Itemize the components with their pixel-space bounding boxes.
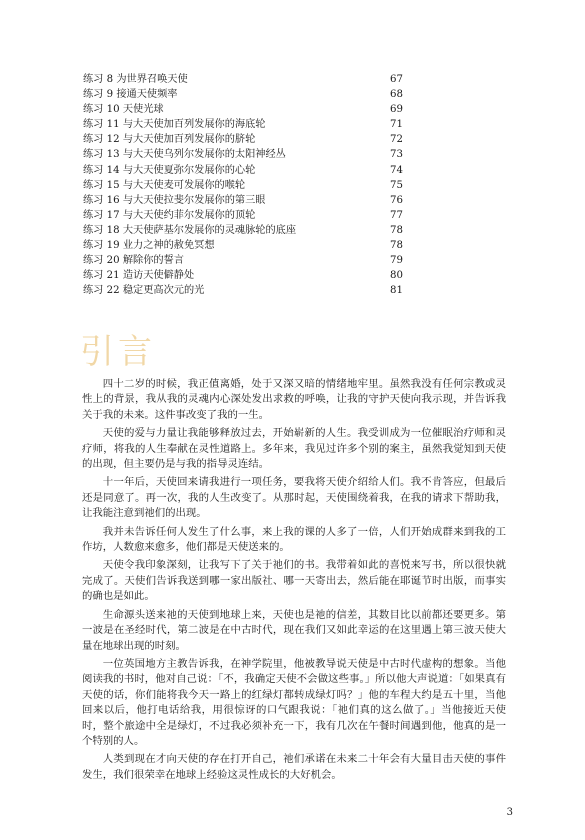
body-text <box>82 377 506 786</box>
paragraph: 生命源头送来祂的天使到地球上来，天使也是祂的信差，其数目比以前都还要更多。第一波是在圣经时代，第二波是在中古时代，现在我们又如此幸运的在这里遇上第三波天使大量在地球出现的时刻。 <box>82 608 506 652</box>
toc-entry-page: 73 <box>390 149 403 161</box>
toc-entry <box>83 208 403 223</box>
toc-entry-title: 练习 17 与大天使约菲尔发展你的顶轮 <box>83 209 256 221</box>
toc-entry-title: 练习 20 解除你的誓言 <box>83 255 184 267</box>
toc-entry-title: 练习 8 为世界召唤天使 <box>83 74 188 85</box>
toc-entry <box>83 268 403 283</box>
toc-entry <box>83 223 403 238</box>
paragraph: 人类到现在才向天使的存在打开自己，祂们承诺在未来二十年会有大量目击天使的事件发生，我们很荣幸在地球上经验这灵性成长的大好机会。 <box>82 753 506 781</box>
toc-entry-title: 练习 18 大天使萨基尔发展你的灵魂脉轮的底座 <box>83 224 297 236</box>
toc-entry-title: 练习 14 与大天使夏弥尔发展你的心轮 <box>83 164 256 176</box>
toc-entry-title: 练习 11 与大天使加百列发展你的海底轮 <box>83 119 266 131</box>
table-of-contents <box>83 72 403 298</box>
toc-entry-page: 78 <box>390 240 403 252</box>
toc-entry-title: 练习 15 与大天使麦可发展你的喉轮 <box>83 179 246 191</box>
paragraph: 四十二岁的时候，我正值离婚，处于又深又暗的情绪地牢里。虽然我没有任何宗教或灵性上的背景，我从我的灵魂内心深处发出求救的呼唤，让我的守护天使向我示现，并告诉我关于我的未来。这件事改变了我的一生。 <box>82 378 506 421</box>
toc-entry-title: 练习 16 与大天使拉斐尔发展你的第三眼 <box>83 194 266 206</box>
toc-entry <box>83 283 403 298</box>
toc-entry-title: 练习 22 稳定更高次元的光 <box>83 285 205 297</box>
toc-entry <box>83 117 403 132</box>
toc-entry-title: 练习 13 与大天使乌列尔发展你的太阳神经丛 <box>83 149 286 161</box>
toc-entry-page: 78 <box>390 224 403 236</box>
toc-entry-page: 72 <box>390 134 403 146</box>
toc-entry-page: 74 <box>390 164 403 176</box>
toc-entry-title: 练习 21 造访天使僻静处 <box>83 270 195 282</box>
section-heading: 引言 <box>80 332 156 372</box>
page-number: 3 <box>506 807 513 818</box>
toc-entry <box>83 238 403 253</box>
toc-entry-page: 76 <box>390 194 403 206</box>
toc-entry <box>83 253 403 268</box>
toc-entry <box>83 102 403 117</box>
toc-entry-page: 81 <box>390 285 403 297</box>
toc-entry-title: 练习 10 天使光球 <box>83 104 164 116</box>
toc-entry <box>83 193 403 208</box>
toc-entry-title: 练习 9 接通天使频率 <box>83 89 178 101</box>
toc-entry-page: 79 <box>390 255 403 267</box>
toc-entry-title: 练习 12 与大天使加百列发展你的脐轮 <box>83 134 256 146</box>
toc-entry-page: 67 <box>390 74 403 85</box>
toc-entry-page: 75 <box>390 179 403 191</box>
paragraph: 天使令我印象深刻，让我写下了关于祂们的书。我带着如此的喜悦来写书，所以很快就完成了。天使们告诉我送到哪一家出版社、哪一天寄出去，然后能在耶诞节时出版，而事实的确也是如此。 <box>82 559 506 603</box>
toc-entry-page: 80 <box>390 270 403 282</box>
toc-entry <box>83 72 403 87</box>
toc-entry <box>83 87 403 102</box>
toc-entry <box>83 163 403 178</box>
toc-entry-page: 69 <box>390 104 403 116</box>
toc-entry-page: 68 <box>390 89 403 101</box>
toc-entry <box>83 178 403 193</box>
paragraph: 十一年后，天使回来请我进行一项任务，要我将天使介绍给人们。我不肯答应，但最后还是同意了。再一次，我的人生改变了。从那时起，天使围绕着我，在我的请求下帮助我，让我能注意到祂们的出现。 <box>82 476 506 520</box>
paragraph: 天使的爱与力量让我能够释放过去，开始崭新的人生。我受训成为一位催眠治疗师和灵疗师，将我的人生奉献在灵性道路上。多年来，我见过许多个别的案主，虽然我觉知到天使的出现，但主要仍是与我的指导灵连结。 <box>82 427 506 471</box>
toc-entry-page: 71 <box>390 119 403 131</box>
paragraph: 我并未告诉任何人发生了什么事，来上我的课的人多了一倍，人们开始成群来到我的工作坊，人数愈来愈多，他们都是天使送来的。 <box>82 525 506 554</box>
toc-entry-title: 练习 19 业力之神的赦免冥想 <box>83 240 215 252</box>
toc-entry <box>83 132 403 147</box>
toc-entry <box>83 147 403 162</box>
paragraph: 一位英国地方主教告诉我，在神学院里，他被教导说天使是中古时代虚构的想象。当他阅读我的书时，他对自己说：「不，我确定天使不会做这些事。」所以他大声说道：「如果真有天使的话，你们能将我今天一路上的红绿灯都转成绿灯吗？」他的车程大约是五十里，当他回来以后，他打电话给我，用很惊讶的口气跟我说：「祂们真的这么做了。」当他接近天使时，整个旅途中全是绿灯，不过我必须补充一下，我有几次在午餐时间遇到他，他真的是一个特别的人。 <box>82 657 506 747</box>
toc-entry-page: 77 <box>390 209 403 221</box>
